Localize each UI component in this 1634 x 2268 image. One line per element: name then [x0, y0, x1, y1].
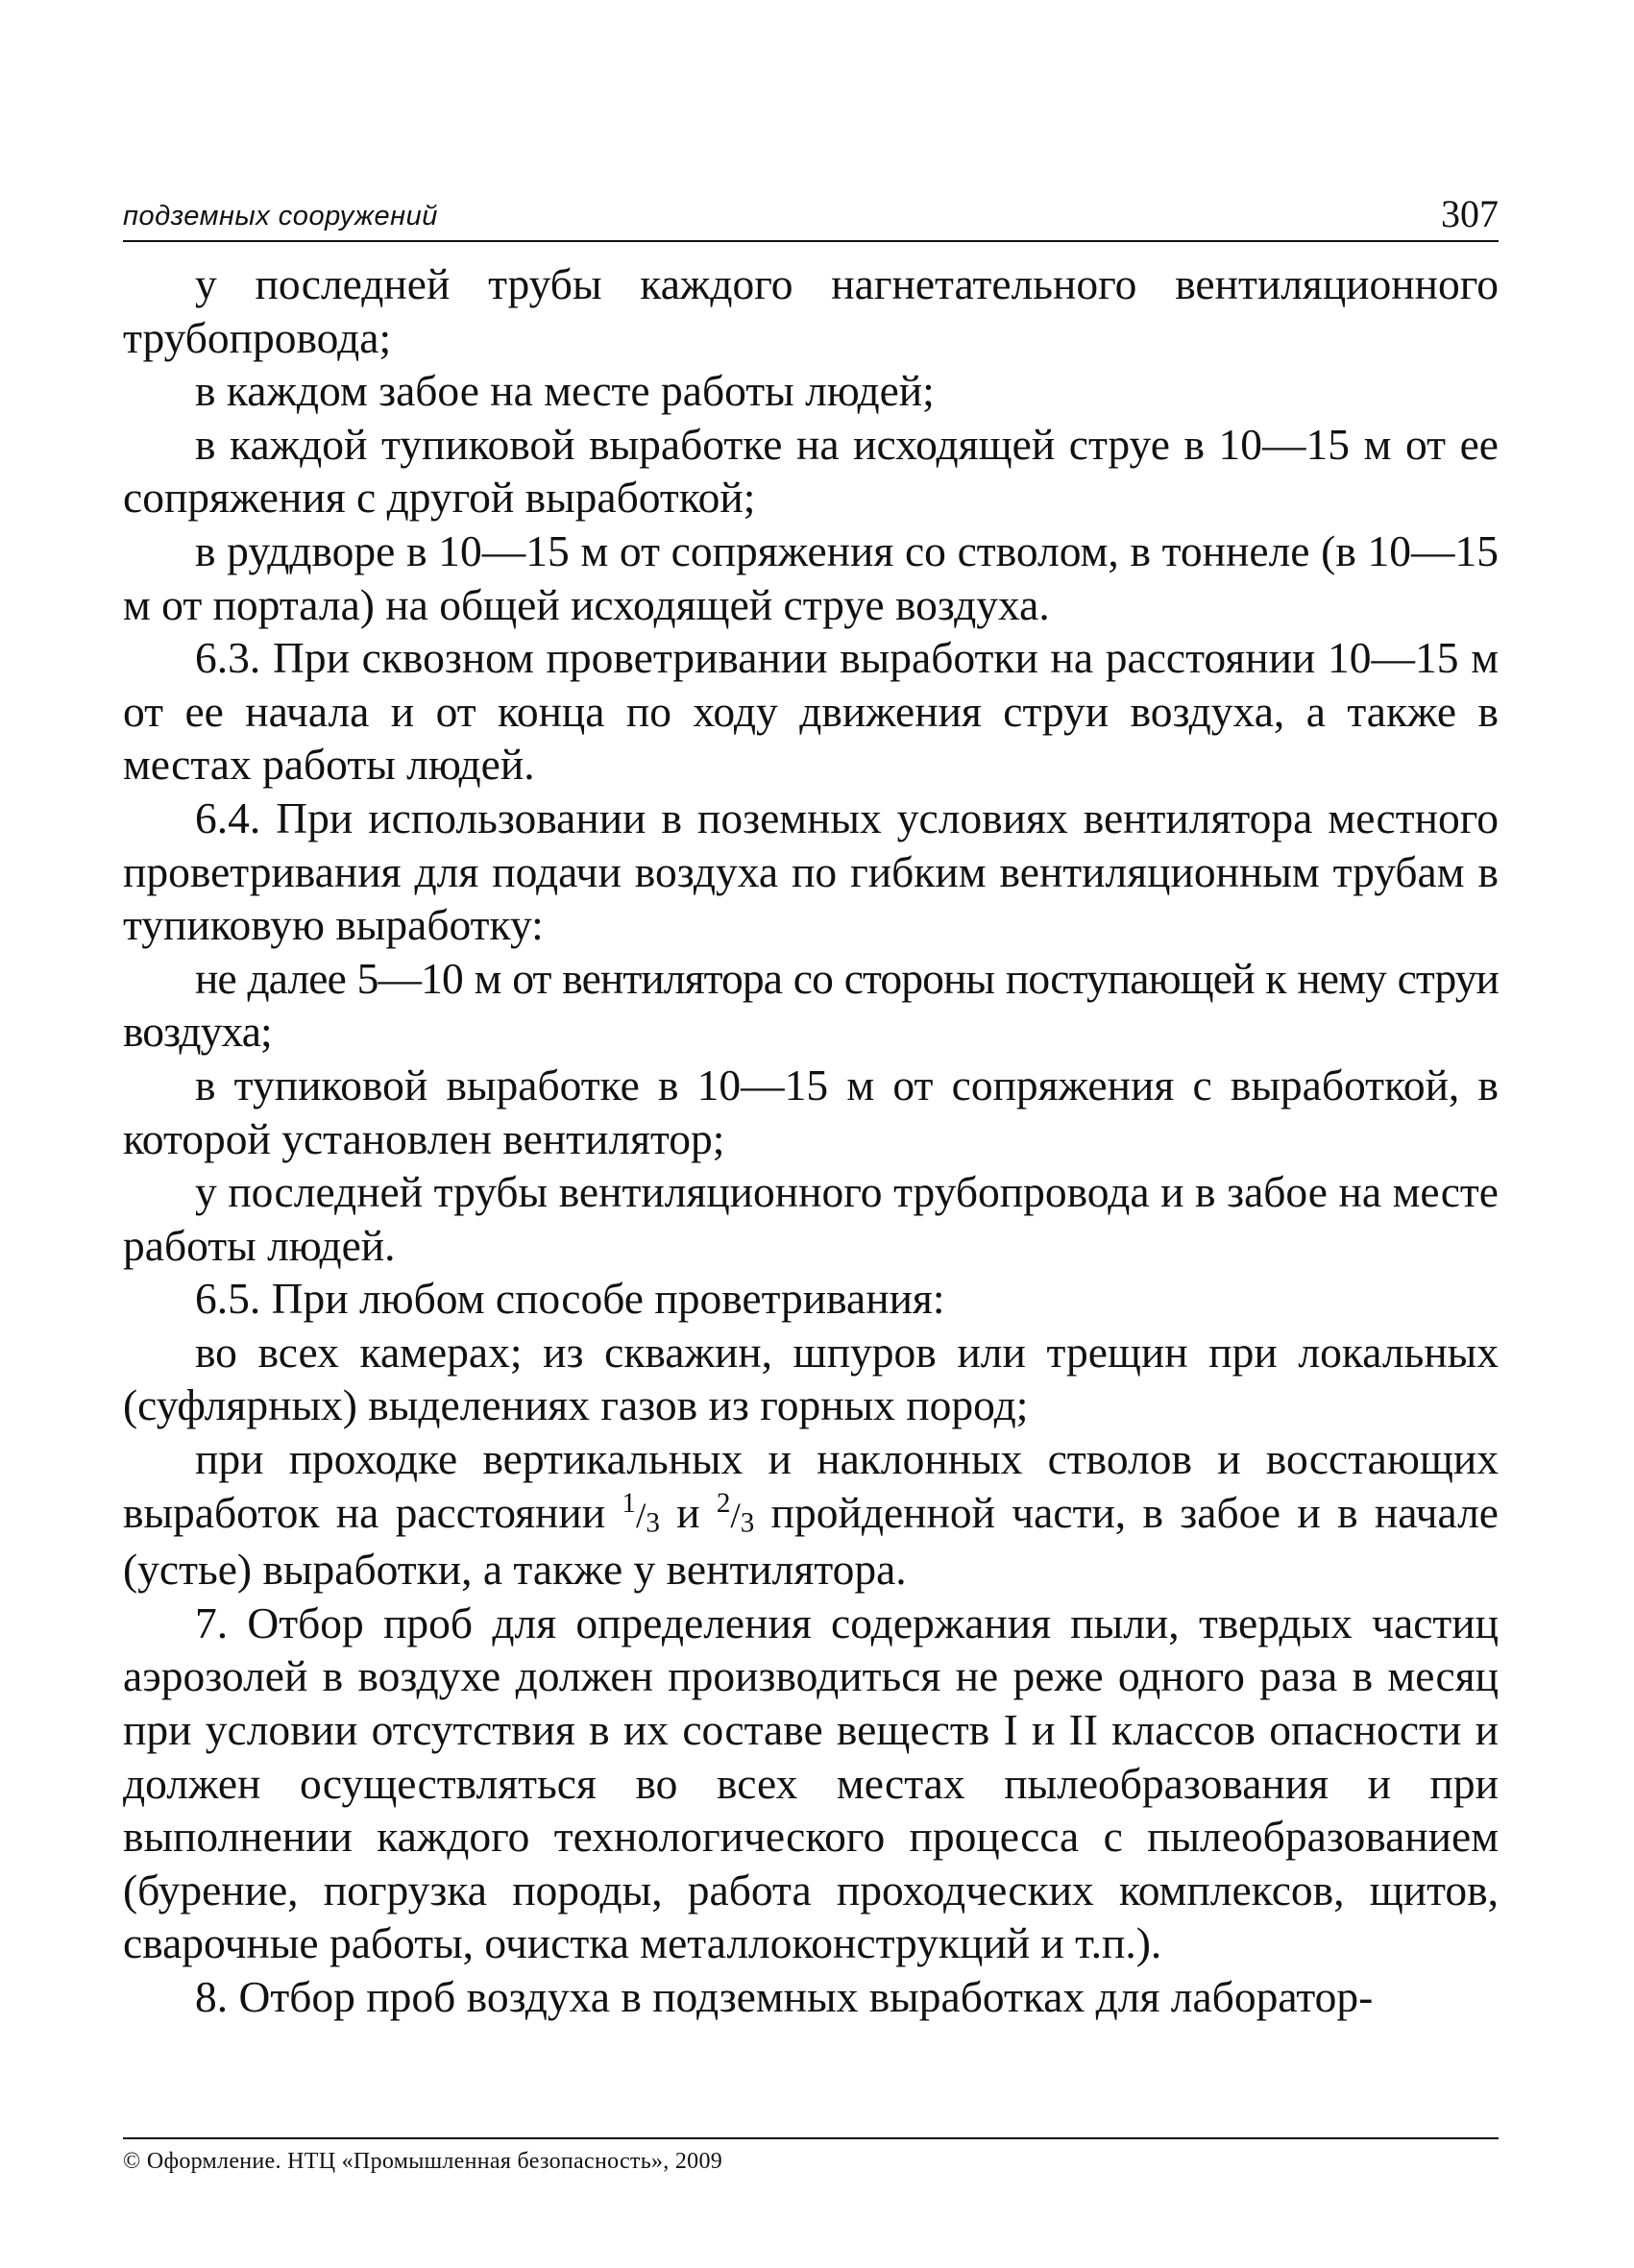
- paragraph: 6.3. При сквозном проветривании выработки на расстоянии 10—15 м от ее начала и от конца по ходу движения струи воздуха, а также в местах работы людей.: [123, 633, 1499, 790]
- fraction-one-third: $^1/_3$: [622, 1487, 660, 1539]
- paragraph: в каждой тупиковой выработке на исходящей струе в 10—15 м от ее сопряжения с другой выработкой;: [123, 419, 1499, 523]
- fraction-paragraph: [123, 1432, 1499, 1597]
- fraction-denominator: 3: [740, 1507, 755, 1539]
- fraction-paragraph-middle: и: [659, 1487, 717, 1537]
- paragraph: 8. Отбор проб воздуха в подземных выработках для лаборатор-: [195, 1972, 1374, 2021]
- fraction-paragraph-start: при проходке вертикальных и наклонных стволов и восстающих выработок на расстоянии: [123, 1434, 1499, 1537]
- paragraph: не далее 5—10 м от вентилятора со стороны поступающей к нему струи воздуха;: [123, 953, 1499, 1057]
- paragraph: в тупиковой выработке в 10—15 м от сопряжения с выработкой, в которой установлен вентилятор;: [123, 1060, 1499, 1163]
- running-title: подземных сооружений: [123, 201, 438, 232]
- fraction-numerator: 1: [622, 1487, 636, 1519]
- paragraph: 7. Отбор проб для определения содержания пыли, твердых частиц аэрозолей в воздухе должен производиться не реже одного раза в месяц при условии отсутствия в их составе веществ I и II классов опасности и должен осуществляться во всех местах пылеобразования и при выполнении каждого технологического процесса с пылеобразованием (бурение, погрузка породы, работа проходческих комплексов, щитов, сварочные работы, очистка металлоконструкций и т.п.).: [123, 1597, 1499, 1968]
- paragraph: в руддворе в 10—15 м от сопряжения со стволом, в тоннеле (в 10—15 м от портала) на общей исходящей струе воздуха.: [123, 525, 1499, 629]
- page-footer: [123, 2137, 1499, 2175]
- fraction-numerator: 2: [716, 1487, 731, 1519]
- copyright-notice: © Оформление. НТЦ «Промышленная безопасность», 2009: [123, 2149, 723, 2174]
- running-header: [123, 190, 1499, 242]
- paragraph: во всех камерах; из скважин, шпуров или трещин при локальных (суфлярных) выделениях газов из горных пород;: [123, 1327, 1499, 1430]
- fraction-paragraph-end: пройденной части, в забое и в начале (устье) выработки, а также у вентилятора.: [123, 1487, 1499, 1595]
- page-number: 307: [1441, 192, 1499, 235]
- paragraph: у последней трубы каждого нагнетательного вентиляционного трубопровода;: [123, 259, 1499, 362]
- body-text: [123, 257, 1499, 2024]
- paragraph: в каждом забое на месте работы людей;: [195, 366, 935, 416]
- fraction-two-thirds: $^2/_3$: [716, 1487, 755, 1539]
- paragraph: 6.4. При использовании в поземных условиях вентилятора местного проветривания для подачи воздуха по гибким вентиляционным трубам в тупиковую выработку:: [123, 793, 1499, 950]
- paragraph: 6.5. При любом способе проветривания:: [195, 1274, 945, 1324]
- paragraph: у последней трубы вентиляционного трубопровода и в забое на месте работы людей.: [123, 1167, 1499, 1270]
- fraction-denominator: 3: [646, 1507, 660, 1539]
